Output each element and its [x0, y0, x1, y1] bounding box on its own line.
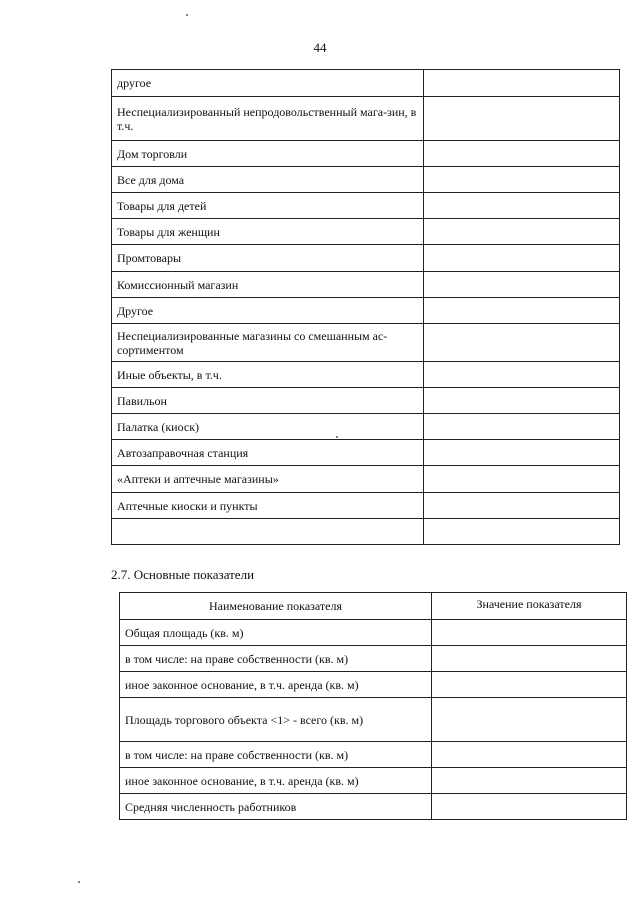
- table-row: [112, 193, 620, 219]
- row-value: [424, 388, 620, 414]
- row-value: [424, 466, 620, 493]
- section-heading: 2.7. Основные показатели: [111, 567, 255, 582]
- row-label: Товары для детей: [112, 193, 424, 219]
- row-value: [432, 742, 627, 768]
- row-label: в том числе: на праве собственности (кв. м): [120, 742, 432, 768]
- row-value: [432, 620, 627, 646]
- row-label: Промтовары: [112, 245, 424, 272]
- row-value: [424, 298, 620, 324]
- main-indicators-table: [119, 592, 627, 820]
- table-row: [120, 698, 627, 742]
- row-label: Все для дома: [112, 167, 424, 193]
- row-value: [424, 245, 620, 272]
- row-value: [432, 698, 627, 742]
- row-label: «Аптеки и аптечные магазины»: [112, 466, 424, 493]
- row-value: [424, 272, 620, 298]
- table-row: [112, 324, 620, 362]
- row-label: Палатка (киоск): [112, 414, 424, 440]
- table-row: [120, 768, 627, 794]
- row-label: Площадь торгового объекта <1> - всего (кв. м): [120, 698, 432, 742]
- row-label: иное законное основание, в т.ч. аренда (кв. м): [120, 672, 432, 698]
- row-label: Общая площадь (кв. м): [120, 620, 432, 646]
- table-row: [112, 70, 620, 97]
- row-label: Комиссионный магазин: [112, 272, 424, 298]
- row-value: [424, 519, 620, 545]
- row-value: [424, 97, 620, 141]
- table-row: [112, 245, 620, 272]
- row-value: [424, 167, 620, 193]
- row-value: [432, 672, 627, 698]
- row-label: в том числе: на праве собственности (кв. м): [120, 646, 432, 672]
- scan-speck: [186, 14, 188, 16]
- table-row: [112, 141, 620, 167]
- row-value: [432, 794, 627, 820]
- table-row: [112, 97, 620, 141]
- table-row: [112, 388, 620, 414]
- row-label: Аптечные киоски и пункты: [112, 493, 424, 519]
- row-label: Иные объекты, в т.ч.: [112, 362, 424, 388]
- row-value: [432, 768, 627, 794]
- table-row: [112, 414, 620, 440]
- table-row: [112, 466, 620, 493]
- table-header-row: [120, 593, 627, 620]
- row-value: [424, 414, 620, 440]
- scan-speck: [336, 436, 338, 438]
- row-label: Дом торговли: [112, 141, 424, 167]
- scan-speck: [78, 881, 80, 883]
- table-row: [112, 440, 620, 466]
- row-value: [424, 324, 620, 362]
- store-types-table: [111, 69, 620, 545]
- table-row: [120, 620, 627, 646]
- row-label: иное законное основание, в т.ч. аренда (кв. м): [120, 768, 432, 794]
- table-row: [112, 519, 620, 545]
- row-label: Средняя численность работников: [120, 794, 432, 820]
- table-row: [120, 742, 627, 768]
- row-label: Другое: [112, 298, 424, 324]
- row-label: Неспециализированные магазины со смешанным ас-сортиментом: [112, 324, 424, 362]
- header-name: Наименование показателя: [120, 593, 432, 620]
- table-row: [112, 362, 620, 388]
- row-value: [424, 440, 620, 466]
- table-row: [120, 672, 627, 698]
- row-label: Неспециализированный непродовольственный мага-зин, в т.ч.: [112, 97, 424, 141]
- table-row: [112, 219, 620, 245]
- page-number: 44: [313, 40, 327, 55]
- row-value: [424, 193, 620, 219]
- table-row: [112, 493, 620, 519]
- row-value: [424, 219, 620, 245]
- row-value: [432, 646, 627, 672]
- table-row: [112, 298, 620, 324]
- row-value: [424, 70, 620, 97]
- row-value: [424, 141, 620, 167]
- table-row: [120, 646, 627, 672]
- table-row: [112, 167, 620, 193]
- header-value: Значение показателя: [432, 593, 627, 620]
- table-row: [120, 794, 627, 820]
- row-value: [424, 493, 620, 519]
- row-label: Автозаправочная станция: [112, 440, 424, 466]
- row-label: Товары для женщин: [112, 219, 424, 245]
- row-label: другое: [112, 70, 424, 97]
- row-value: [424, 362, 620, 388]
- row-label: [112, 519, 424, 545]
- table-row: [112, 272, 620, 298]
- row-label: Павильон: [112, 388, 424, 414]
